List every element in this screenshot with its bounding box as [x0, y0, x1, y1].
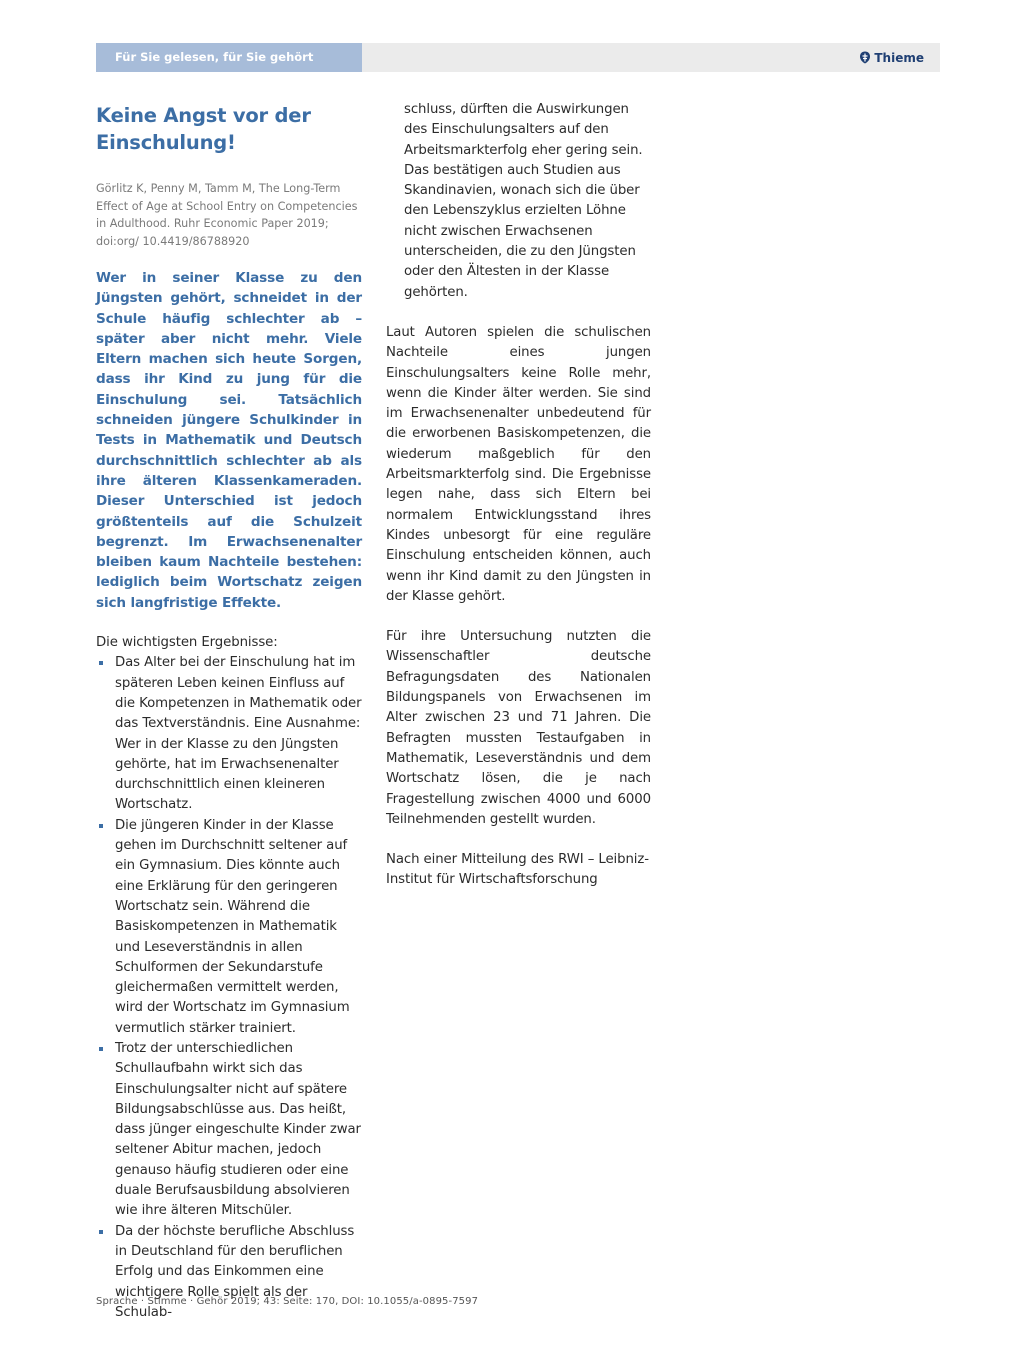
body-paragraph: Laut Autoren spielen die schulischen Nachteile eines jungen Einschulungsalters keine Rolle mehr, wenn die Kinder älter werden. Sie sind im Erwachsenenalter unbedeutend für die erworbenen Basiskompetenzen, die wiederum maßgeblich für den Arbeitsmarkterfolg sind. Die Ergebnisse legen nahe, dass sich Eltern bei normalem Entwicklungsstand ihres Kindes unbesorgt für eine reguläre Einschulung entscheiden können, auch wenn ihr Kind damit zu den Jüngsten in der Klasse gehört. [386, 324, 651, 604]
header-bar [96, 43, 940, 72]
list-item [96, 1222, 362, 1323]
right-column [386, 100, 651, 891]
list-item [96, 653, 362, 815]
result-text: Das Alter bei der Einschulung hat im späteren Leben keinen Einfluss auf die Kompetenzen in Mathematik oder das Textverständnis. Eine Ausnahme: Wer in der Klasse zu den Jüngsten gehörte, hat im Erwachsenenalter durchschnittlich einen kleineren Wortschatz. [115, 655, 362, 813]
publisher-name: Thieme [874, 50, 924, 65]
bullet-icon [99, 661, 103, 665]
list-item [96, 1039, 362, 1222]
bullet-icon [99, 1047, 103, 1051]
result-continuation: schluss, dürften die Auswirkungen des Einschulungsalters auf den Arbeitsmarkterfolg eher gering sein. Das bestätigen auch Studien aus Skandinavien, wonach sich die über den Lebenszyklus erzielten Löhne nicht zwischen Erwachsenen unterscheiden, die zu den Jüngsten oder den Ältesten in der Klasse gehörten. [404, 102, 643, 300]
body-paragraph: Für ihre Untersuchung nutzten die Wissenschaftler deutsche Befragungsdaten des Nationalen Bildungspanels von Erwachsenen im Alter zwischen 23 und 71 Jahren. Die Befragten mussten Testaufgaben in Mathematik, Leseverständnis und dem Wortschatz lösen, die je nach Fragestellung zwischen 4000 und 6000 Teilnehmenden gestellt wurden. [386, 629, 651, 827]
article-lead: Wer in seiner Klasse zu den Jüngsten gehört, schneidet in der Schule häufig schlechter ab – später aber nicht mehr. Viele Eltern machen sich heute Sorgen, dass ihr Kind zu jung für die Einschulung sei. Tatsächlich schneiden jüngere Schulkinder in Tests in Mathematik und Deutsch durchschnittlich schlechter ab als ihre älteren Klassenkameraden. Dieser Unterschied ist jedoch größtenteils auf die Schulzeit begrenzt. Im Erwachsenenalter bleiben kaum Nachteile bestehen: lediglich beim Wortschatz zeigen sich langfristige Effekte. [96, 270, 362, 611]
thieme-logo-icon [859, 51, 871, 64]
result-text: Die jüngeren Kinder in der Klasse gehen im Durchschnitt seltener auf ein Gymnasium. Dies könnte auch eine Erklärung für den geringeren Wortschatz sein. Während die Basiskompetenzen in Mathematik und Leseverständnis in allen Schulformen der Sekundarstufe gleichermaßen vermittelt werden, wird der Wortschatz im Gymnasium vermutlich stärker trainiert. [115, 817, 350, 1036]
result-text: Trotz der unterschiedlichen Schullaufbahn wirkt sich das Einschulungsalter nicht auf spätere Bildungsabschlüsse aus. Das heißt, dass jünger eingeschulte Kinder zwar seltener Abitur machen, jedoch genauso häufig studieren oder eine duale Berufsausbildung absolvieren wie ihre älteren Mitschüler. [115, 1040, 361, 1219]
section-label: Für Sie gelesen, für Sie gehört [96, 43, 362, 72]
result-text: Da der höchste berufliche Abschluss in Deutschland für den beruflichen Erfolg und das Einkommen eine wichtigere Rolle spielt als der Schulab- [115, 1223, 355, 1320]
footer-citation: Sprache · Stimme · Gehör 2019; 43: Seite: 170, DOI: 10.1055/a-0895-7597 [96, 1296, 479, 1307]
left-column [96, 102, 362, 1323]
article-citation: Görlitz K, Penny M, Tamm M, The Long-Term Effect of Age at School Entry on Competencies in Adulthood. Ruhr Economic Paper 2019; doi:org/ 10.4419/86788920 [96, 182, 358, 248]
source-note: Nach einer Mitteilung des RWI – Leibniz-Institut für Wirtschaftsforschung [386, 852, 649, 888]
bullet-icon [99, 824, 103, 828]
results-heading: Die wichtigsten Ergebnisse: [96, 635, 278, 651]
article-title: Keine Angst vor der Einschulung! [96, 104, 311, 154]
publisher-logo[interactable] [859, 43, 924, 72]
results-list [96, 653, 362, 1323]
list-item [96, 816, 362, 1039]
bullet-icon [99, 1230, 103, 1234]
